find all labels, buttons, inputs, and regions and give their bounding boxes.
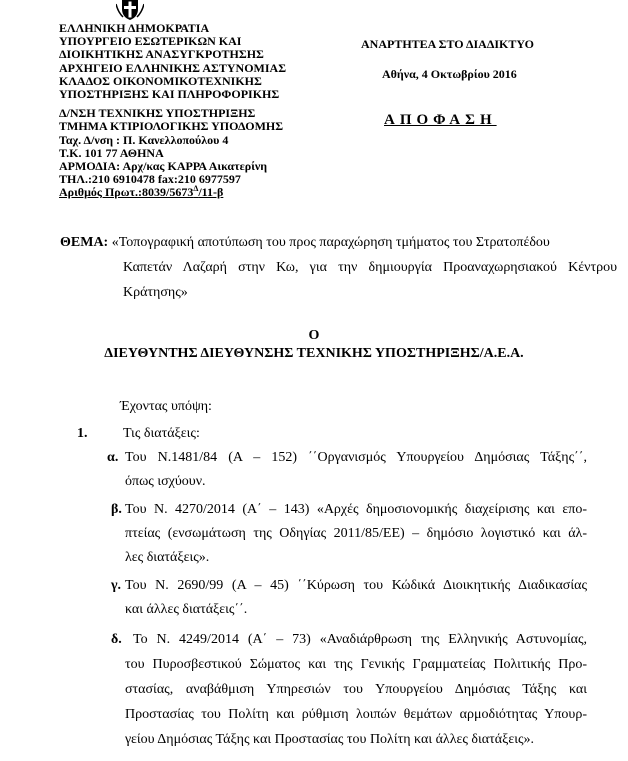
header-line: Τ.Κ. 101 77 ΑΘΗΝΑ [59, 145, 164, 160]
document-title: ΑΠΟΦΑΣΗ [384, 112, 497, 128]
subject-label: ΘΕΜΑ: [60, 235, 109, 250]
item-d-label: δ. [111, 632, 122, 647]
item-b-line-2: πτείας (ενσωμάτωση της Οδηγίας 2011/85/ΕΕ) – δημόσιο λογιστικό και άλ- [125, 526, 587, 541]
document-date: Αθήνα, 4 Οκτωβρίου 2016 [382, 67, 517, 81]
item-g-label: γ. [111, 578, 122, 593]
item-d-line-1: Το Ν. 4249/2014 (Α΄ – 73) «Αναδιάρθρωση της Ελληνικής Αστυνομίας, [133, 632, 587, 647]
item-b-label: β. [111, 502, 122, 517]
subject-line-2: Καπετάν Λαζαρή στην Κω, για την δημιουργία Προαναχωρησιακού Κέντρου [123, 260, 617, 275]
item-b-line-1: Του Ν. 4270/2014 (Α΄ – 143) «Αρχές δημοσιονομικής διαχείρισης και επο- [125, 502, 587, 517]
header-line: Δ/ΝΣΗ ΤΕΧΝΙΚΗΣ ΥΠΟΣΤΗΡΙΞΗΣ [59, 106, 256, 121]
considering-text: Έχοντας υπόψη: [120, 399, 212, 414]
header-line: ΔΙΟΙΚΗΤΙΚΗΣ ΑΝΑΣΥΓΚΡΟΤΗΣΗΣ [59, 47, 264, 62]
item-1-number: 1. [77, 426, 88, 441]
item-d-line-3: στασίας, αναβάθμιση Υπηρεσιών του Υπουργείου Δημόσιας Τάξης και [125, 682, 587, 697]
item-d-line-4: Προστασίας του Πολίτη και ρύθμιση λοιπών θεμάτων αρμοδιότητας Υπουρ- [125, 707, 587, 722]
subject-line-1 [60, 232, 618, 254]
item-d-line-2: του Πυροσβεστικού Σώματος και της Γενικής Γραμματείας Πολιτικής Προ- [125, 657, 587, 672]
item-g-line-1: Του Ν. 2690/99 (Α – 45) ΄΄Κύρωση του Κώδικά Διοικητικής Διαδικασίας [125, 578, 587, 593]
item-a-line-2: όπως ισχύουν. [125, 474, 206, 489]
subject-text: «Τοπογραφική αποτύπωση του προς παραχώρηση τμήματος του Στρατοπέδου [111, 235, 550, 250]
header-line: ΥΠΟΥΡΓΕΙΟ ΕΣΩΤΕΡΙΚΩΝ ΚΑΙ [59, 34, 242, 49]
header-line: ΤΗΛ.:210 6910478 fax:210 6977597 [59, 172, 241, 187]
header-line: ΤΜΗΜΑ ΚΤΙΡΙΟΛΟΓΙΚΗΣ ΥΠΟΔΟΜΗΣ [59, 119, 284, 134]
director-title: ΔΙΕΥΘΥΝΤΗΣ ΔΙΕΥΘΥΝΣΗΣ ΤΕΧΝΙΚΗΣ ΥΠΟΣΤΗΡΙΞΗΣ/Α.Ε.Α. [104, 346, 524, 361]
header-line: Ταχ. Δ/νση : Π. Κανελλοπούλου 4 [59, 132, 229, 147]
sender-header [59, 22, 286, 200]
item-a-label: α. [107, 450, 119, 465]
publish-notice: ΑΝΑΡΤΗΤΕΑ ΣΤΟ ΔΙΑΔΙΚΤΥΟ [361, 37, 534, 51]
item-1-text: Τις διατάξεις: [123, 426, 200, 441]
header-line: ΑΡΜΟΔΙΑ: Αρχ/κας ΚΑΡΡΑ Αικατερίνη [59, 159, 268, 174]
header-line: ΕΛΛΗΝΙΚΗ ΔΗΜΟΚΡΑΤΙΑ [59, 21, 210, 35]
subject-line-3: Κράτησης» [123, 285, 188, 300]
item-a-line-1: Του Ν.1481/84 (Α – 152) ΄΄Οργανισμός Υπουργείου Δημόσιας Τάξης΄΄, [125, 450, 587, 465]
greek-coat-of-arms-icon [116, 0, 144, 20]
director-article: Ο [308, 328, 320, 343]
protocol-number: Αριθμός $\Pi\rho\omega\tau.:8039/5673^\Delta/11-\beta$ [59, 184, 224, 200]
item-d-line-5: γείου Δημόσιας Τάξης και Προστασίας του Πολίτη και άλλες διατάξεις». [125, 732, 535, 747]
header-line: ΥΠΟΣΤΗΡΙΞΗΣ ΚΑΙ ΠΛΗΡΟΦΟΡΙΚΗΣ [59, 87, 280, 102]
header-line: ΚΛΑΔΟΣ ΟΙΚΟΝΟΜΙΚΟΤΕΧΝΙΚΗΣ [59, 73, 262, 88]
item-g-line-2: και άλλες διατάξεις΄΄. [125, 602, 248, 617]
header-line: ΑΡΧΗΓΕΙΟ ΕΛΛΗΝΙΚΗΣ ΑΣΤΥΝΟΜΙΑΣ [59, 60, 287, 75]
item-b-line-3: λες διατάξεις». [125, 550, 210, 565]
